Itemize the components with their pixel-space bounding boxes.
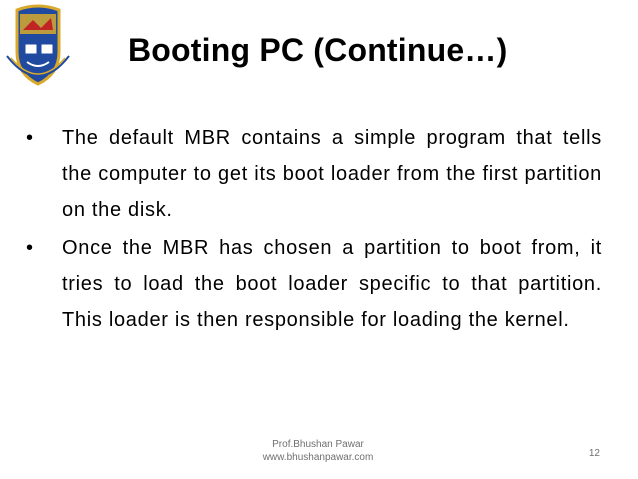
footer-website: www.bhushanpawar.com [262,452,374,463]
crest-logo-icon [3,0,73,90]
bullet-marker: • [26,237,34,259]
bullet-item [26,120,602,228]
bullet-marker: • [26,127,34,149]
bullet-list [26,120,602,340]
slide-title: Booting PC (Continue…) [128,32,508,68]
bullet-text: Once the MBR has chosen a partition to boot from, it tries to load the boot loader specific to that partition. This loader is then responsible for loading the kernel. [62,237,602,331]
page-number: 12 [588,448,600,459]
footer-credit [218,438,418,464]
footer-author: Prof.Bhushan Pawar [272,439,364,450]
bullet-item [26,230,602,338]
bullet-text: The default MBR contains a simple program that tells the computer to get its boot loader from the first partition on the disk. [62,127,602,221]
